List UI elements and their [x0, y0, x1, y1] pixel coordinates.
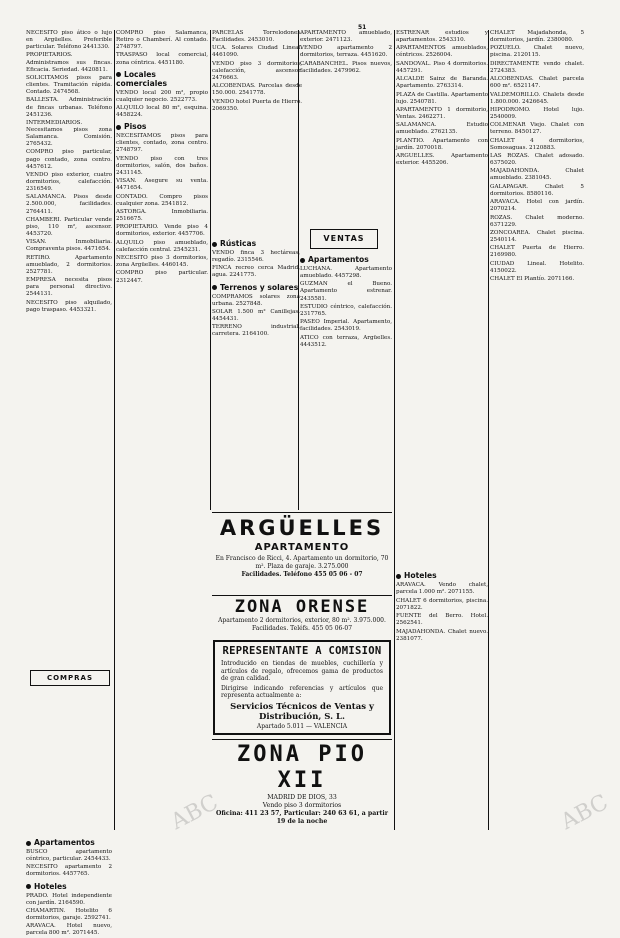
classified-ad: NECESITO piso alquilado, pago traspaso. 4453321.: [26, 299, 112, 313]
section-heading-hoteles: Hoteles: [26, 882, 112, 891]
column-rule: [114, 30, 115, 830]
classified-ad: VALDEMORILLO. Chalets desde 1.800.000. 2426645.: [490, 91, 584, 105]
classifieds-column-1: [26, 30, 112, 937]
classified-ad: COMPRO piso Salamanca, Retiro o Chamberí. Al contado. 2748797.: [116, 30, 208, 51]
classified-ad: ARAVACA. Vendo chalet, parcela 1.000 m². 2071155.: [396, 582, 488, 596]
classified-ad: VENDO hotel Puerta de Hierro. 2069350.: [212, 98, 302, 112]
abc-watermark: ABC: [167, 789, 223, 836]
classifieds-column-6: [490, 30, 584, 830]
classified-ad: VENDO piso 3 dormitorios, calefacción, ascensor. 2476663.: [212, 60, 302, 81]
classified-ad: NECESITO apartamento 2 dormitorios. 4457765.: [26, 864, 112, 878]
classified-ad: GALAPAGAR. Chalet 5 dormitorios. 8580116.: [490, 183, 584, 197]
classified-ad: ARAVACA. Hotel con jardín. 2070214.: [490, 199, 584, 213]
classified-ad: UCA. Solares Ciudad Lineal. 4461090.: [212, 45, 302, 59]
page-number: 51: [358, 24, 367, 31]
classified-ad: SOLAR 1.500 m² Canillejas. 4454431.: [212, 308, 300, 323]
classified-ad: PLAZA de Castilla. Apartamento lujo. 2540781.: [396, 91, 488, 105]
classified-ad: SALAMANCA. Pisos desde 2.500.000, facilidades. 2764411.: [26, 194, 112, 215]
column-rule: [298, 30, 299, 510]
classified-ad: NECESITO piso ático o lujo en Argüelles. Preferible particular. Teléfono 2441330.: [26, 30, 112, 51]
section-heading-locales: Locales comerciales: [116, 69, 168, 88]
classified-ad: SANDOVAL. Piso 4 dormitorios. 4457291.: [396, 60, 488, 74]
classified-ad: VENDO piso exterior, cuatro dormitorios, calefacción. 2316549.: [26, 171, 112, 193]
bullet-icon: [300, 258, 305, 263]
classified-ad: ALCALDE Sainz de Baranda. Apartamento. 2763314.: [396, 76, 488, 90]
classified-ad: ALQUILO local 80 m², esquina. 4458224.: [116, 105, 208, 119]
section-heading-apartamentos-ventas: Apartamentos: [300, 255, 392, 264]
ad-representante-title: REPRESENTANTE A COMISION: [222, 645, 382, 657]
classified-ad: LUCHANA. Apartamento amueblado. 4457298.: [300, 266, 392, 280]
classified-ad: VENDO local 200 m², propio cualquier negocio. 2522773.: [116, 89, 208, 103]
classified-ad: ALCOBENDAS. Chalet parcela 600 m². 6521147.: [490, 76, 584, 90]
classified-ad: VENDO piso con tres dormitorios, salón, dos baños. 2431145.: [116, 155, 208, 176]
classified-ad: COMPRAMOS solares zona urbana. 2527848.: [212, 293, 300, 307]
classified-ad: DIRECTAMENTE vendo chalet. 2724383.: [490, 60, 584, 74]
bullet-icon: [212, 285, 217, 290]
classified-ad: CONTADO. Compro pisos cualquier zona. 2541812.: [116, 193, 208, 207]
bullet-icon: [26, 841, 31, 846]
classified-ad: CHAMARTIN. Hotelito 6 dormitorios, garaje. 2592741.: [26, 907, 112, 922]
ad-orense-title: ZONA ORENSE: [234, 597, 370, 617]
classified-ad: CIUDAD Lineal. Hotelito. 4150022.: [490, 260, 584, 274]
column-rule: [394, 30, 395, 830]
classified-ad: NECESITAMOS pisos para clientes, contado, zona centro. 2748797.: [116, 133, 208, 154]
classifieds-column-3: [212, 30, 302, 230]
classified-ad: ALQUILO piso amueblado, calefacción central. 2545231.: [116, 239, 208, 253]
classified-ad: SOLICITAMOS pisos para clientes. Tramitación rápida. Contado. 2474568.: [26, 74, 112, 96]
classified-ad: TRASPASO local comercial, zona céntrica. 4451180.: [116, 52, 208, 66]
classified-ad: RETIRO. Apartamento amueblado, 2 dormitorios. 2527781.: [26, 254, 112, 275]
bullet-icon: [212, 242, 217, 247]
classified-ad: INTERMEDIARIOS. Necesitamos pisos zona Salamanca. Comisión. 2765432.: [26, 119, 112, 148]
ad-pio-text: Vendo piso 3 dormitorios: [262, 802, 342, 809]
classified-ad: ESTUDIO céntrico, calefacción. 2317765.: [300, 303, 392, 317]
section-heading-terrenos: Terrenos y solares: [212, 283, 300, 292]
ad-zona-pio-xii: [212, 742, 392, 832]
classified-ad: FINCA recreo cerca Madrid, agua. 2241775.: [212, 265, 300, 279]
bullet-icon: [116, 125, 121, 130]
divider: [212, 595, 392, 596]
classified-ad: CHALET Puerta de Hierro. 2169980.: [490, 245, 584, 259]
classified-ad: VISAN. Inmobiliaria. Compraventa pisos. 4471654.: [26, 239, 112, 253]
ad-arguelles: [212, 515, 392, 595]
classified-ad: ZONCOAREA. Chalet piscina. 2540114.: [490, 229, 584, 243]
classified-ad: BALLESTA. Administración de fincas urbanas. Teléfono 2451236.: [26, 97, 112, 118]
classified-ad: PLANTIO. Apartamento con jardín. 2070018.: [396, 137, 488, 151]
classified-ad: CHAMBERI. Particular vende piso, 110 m², ascensor. 4453720.: [26, 216, 112, 238]
compras-tag: COMPRAS: [30, 670, 110, 686]
classified-ad: VISAN. Asegure su venta. 4471654.: [116, 178, 208, 192]
ad-zona-orense: [212, 597, 392, 635]
classifieds-column-4: [300, 30, 392, 230]
column-rule: [210, 30, 211, 510]
classified-ad: POZUELO. Chalet nuevo, piscina. 2120115.: [490, 45, 584, 59]
ad-pio-title: ZONA PIO XII: [237, 742, 367, 793]
ad-representante: [213, 640, 391, 735]
classified-ad: APARTAMENTO 1 dormitorio, Ventas. 2462271.: [396, 106, 488, 120]
divider: [212, 739, 392, 740]
ad-arguelles-subtitle: APARTAMENTO: [254, 542, 350, 553]
section-heading-apartamentos: Apartamentos: [26, 838, 112, 847]
classified-ad: CARABANCHEL. Pisos nuevos, facilidades. 2479962.: [300, 60, 392, 74]
classified-ad: CHALET El Plantío. 2071166.: [490, 276, 575, 282]
classified-ad: MAJADAHONDA. Chalet nuevo. 2381077.: [396, 628, 488, 642]
ad-pio-address: MADRID DE DIOS, 33: [267, 794, 337, 801]
classifieds-column-2: [116, 30, 208, 830]
classified-ad: PROPIETARIO. Vende piso 4 dormitorios, exterior. 4457706.: [116, 224, 208, 238]
classified-ad: FUENTE del Berro. Hotel. 2562541.: [396, 613, 488, 627]
classified-ad: ESTRENAR estudios y apartamentos. 2543310.: [396, 30, 488, 44]
classified-ad: HIPODROMO. Hotel lujo. 2540009.: [490, 106, 584, 120]
column-rule: [488, 30, 489, 830]
bullet-icon: [396, 574, 401, 579]
classified-ad: ASTORGA. Inmobiliaria. 2516675.: [116, 208, 208, 222]
classified-ad: COMPRO piso particular, pago contado, zona centro. 4457612.: [26, 149, 112, 170]
ad-arguelles-text: En Francisco de Ricci, 4. Apartamento un dormitorio, 70 m². Plaza de garaje. 3.275.000: [215, 555, 389, 570]
ad-representante-text-2: Dirigirse indicando referencias y artículos que representa actualmente a:: [221, 684, 383, 699]
classified-ad: CHALET Majadahonda, 5 dormitorios, jardín. 2380080.: [490, 30, 584, 44]
classified-ad: APARTAMENTO amueblado, exterior. 2471123.: [300, 30, 392, 44]
abc-watermark: ABC: [557, 789, 613, 836]
ad-pio-phone: Oficina: 411 23 57, Particular: 240 63 61, a partir 19 de la noche: [216, 810, 388, 825]
classified-ad: ARAVACA. Hotel nuevo, parcela 800 m². 2071445.: [26, 923, 112, 937]
classified-ad: NECESITO piso 3 dormitorios, zona Argüelles. 4460145.: [116, 255, 208, 269]
ad-representante-text: Introducido en tiendas de muebles, cuchillería y artículos de regalo, ofrecemos gama de productos de gran calidad.: [221, 660, 383, 682]
ad-orense-text: Apartamento 2 dormitorios, exterior, 80 m². 3.975.000. Facilidades. Teléfs. 455 05 06-07: [218, 617, 386, 632]
classified-ad: APARTAMENTOS amueblados, céntricos. 2526004.: [396, 45, 488, 59]
classified-ad: TERRENO industrial, carretera. 2164100.: [212, 324, 300, 338]
ventas-tag: VENTAS: [310, 229, 378, 249]
bullet-icon: [116, 72, 121, 77]
classified-ad: ROZAS. Chalet moderno. 6371229.: [490, 214, 584, 228]
classified-ad: MAJADAHONDA. Chalet amueblado. 2381045.: [490, 168, 584, 182]
classified-ad: EMPRESA necesita pisos para personal directivo. 2544131.: [26, 277, 112, 298]
divider: [212, 512, 392, 513]
classified-ad: BUSCO apartamento céntrico, particular. 2454433.: [26, 849, 112, 863]
classified-ad: GUZMAN el Bueno. Apartamento estrenar. 2435581.: [300, 281, 392, 302]
section-heading-hoteles-2: Hoteles: [396, 571, 488, 580]
classified-ad: ATICO con terraza, Argüelles. 4443512.: [300, 334, 392, 348]
classifieds-column-3-lower: [212, 236, 300, 490]
ad-representante-firm: Servicios Técnicos de Ventas y Distribución, S. L.: [230, 701, 374, 722]
classified-ad: SALAMANCA. Estudio amueblado. 2762135.: [396, 122, 488, 136]
classified-ad: CHALET 4 dormitorios, Somosaguas. 2120883.: [490, 137, 584, 151]
classified-ad: PROPIETARIOS. Administramos sus fincas. Eficacia. Seriedad. 4420811.: [26, 52, 112, 73]
classified-ad: PARCELAS Torrelodones. Facilidades. 2453010.: [212, 30, 302, 44]
classified-ad: VENDO finca 3 hectáreas, regadío. 2315546.: [212, 250, 300, 264]
ad-representante-address: Apartado 5.011 — VALENCIA: [256, 722, 348, 730]
classified-ad: PRADO. Hotel independiente con jardín. 2164590.: [26, 892, 112, 906]
section-heading-pisos: Pisos: [116, 122, 208, 131]
classified-ad: LAS ROZAS. Chalet adosado. 6375020.: [490, 153, 584, 167]
classified-ad: ALCOBENDAS. Parcelas desde 150.000. 2541778.: [212, 83, 302, 97]
section-heading-rusticas: Rústicas: [212, 239, 300, 248]
classified-ad: COMPRO piso particular. 2312447.: [116, 270, 208, 284]
classified-ad: VENDO apartamento 2 dormitorios, terraza. 4451620.: [300, 45, 392, 59]
classifieds-column-5: [396, 30, 488, 830]
ad-arguelles-title: ARGÜELLES: [219, 516, 385, 540]
bullet-icon: [26, 884, 31, 889]
classifieds-column-4-lower: [300, 252, 392, 526]
classified-ad: COLMENAR Viejo. Chalet con terreno. 8450127.: [490, 122, 584, 136]
classified-ad: PASEO Imperial. Apartamento, facilidades. 2543019.: [300, 319, 392, 333]
classified-ad: ARGUELLES. Apartamento exterior. 4455206.: [396, 153, 488, 167]
ad-arguelles-phone: Facilidades. Teléfono 455 05 06 - 07: [241, 571, 363, 578]
classified-ad: CHALET 6 dormitorios, piscina. 2071822.: [396, 597, 488, 611]
